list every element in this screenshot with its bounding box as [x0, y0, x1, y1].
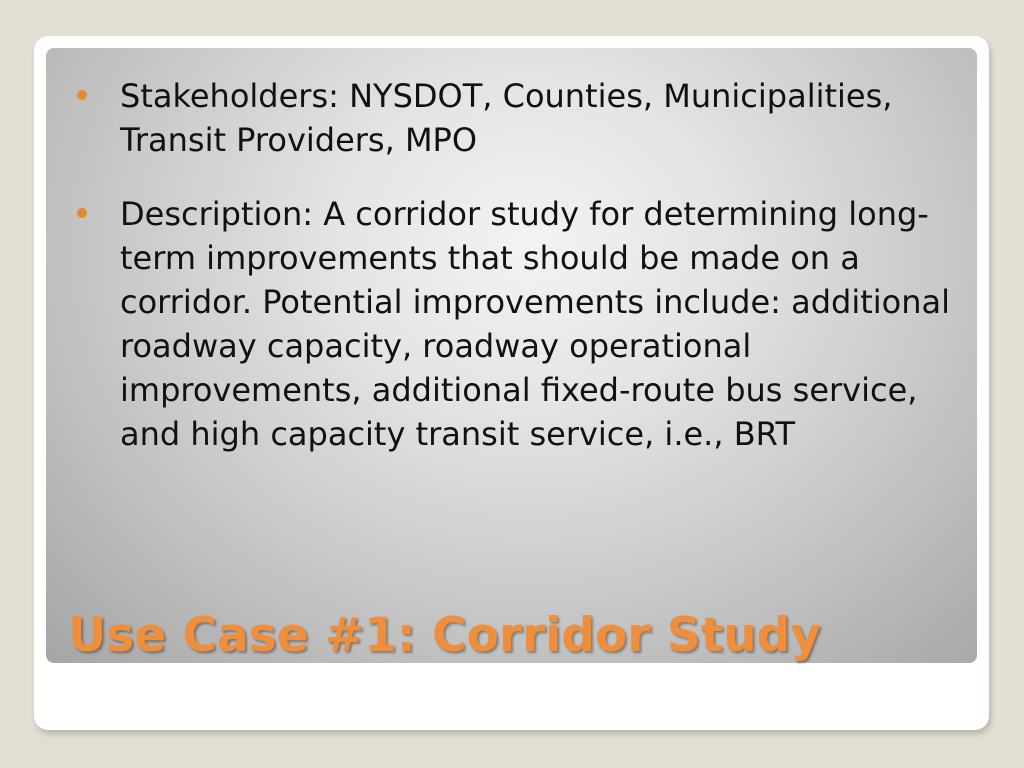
- bullet-item-stakeholders: [74, 74, 964, 162]
- bullet-item-description: [74, 192, 964, 456]
- bullet-list: [74, 74, 964, 486]
- bullet-dot-icon: [77, 90, 87, 100]
- content-panel: [46, 48, 977, 663]
- slide-title: Use Case #1: Corridor Study: [68, 608, 821, 663]
- bullet-text: Stakeholders: NYSDOT, Counties, Municipalities, Transit Providers, MPO: [120, 77, 893, 159]
- bullet-dot-icon: [77, 208, 87, 218]
- bullet-text: Description: A corridor study for determining long-term improvements that should be made on a corridor. Potential improvements include: additional roadway capacity, roadway operational improvements, additional fixed-route bus service, and high capacity transit service, i.e., BRT: [120, 195, 950, 453]
- slide-card: [34, 36, 989, 730]
